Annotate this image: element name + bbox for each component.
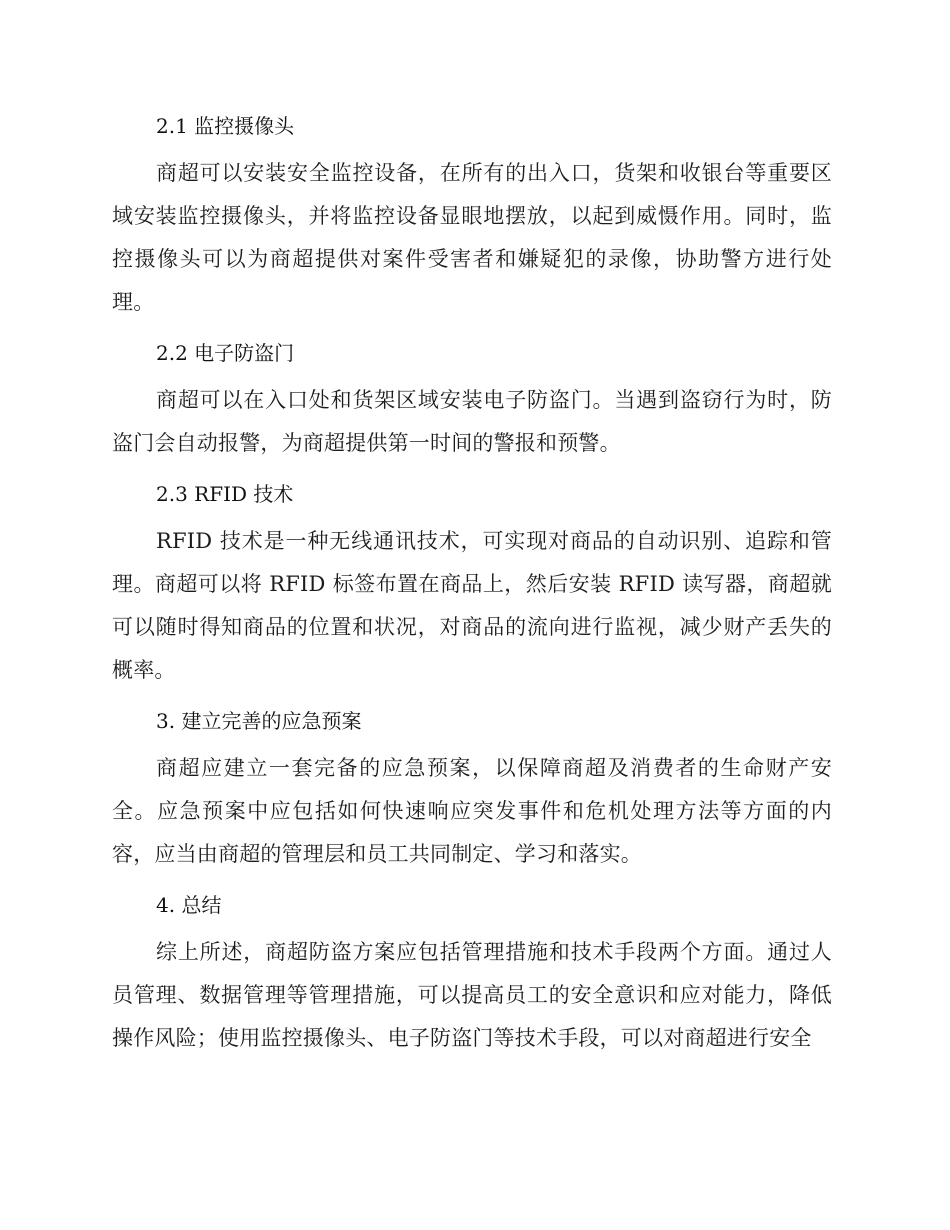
section-paragraph: 商超应建立一套完备的应急预案，以保障商超及消费者的生命财产安全。应急预案中应包括如何快速响应突发事件和危机处理方法等方面的内容，应当由商超的管理层和员工共同制定、学习和落实。 — [112, 756, 832, 866]
section-electronic-gate — [112, 335, 832, 465]
section-paragraph: 综上所述，商超防盗方案应包括管理措施和技术手段两个方面。通过人员管理、数据管理等管理措施，可以提高员工的安全意识和应对能力，降低操作风险；使用监控摄像头、电子防盗门等技术手段，可以对商超进行安全 — [112, 940, 832, 1050]
section-summary — [112, 887, 832, 1060]
section-paragraph: 商超可以安装安全监控设备，在所有的出入口，货架和收银台等重要区域安装监控摄像头，并将监控设备显眼地摆放，以起到威慑作用。同时，监控摄像头可以为商超提供对案件受害者和嫌疑犯的录像，协助警方进行处理。 — [112, 161, 832, 314]
section-heading: 2.1 监控摄像头 — [156, 114, 295, 138]
section-paragraph: 商超可以在入口处和货架区域安装电子防盗门。当遇到盗窃行为时，防盗门会自动报警，为商超提供第一时间的警报和预警。 — [112, 388, 832, 455]
document-page — [112, 108, 832, 1071]
section-rfid — [112, 476, 832, 692]
section-monitoring-cameras — [112, 108, 832, 324]
section-paragraph: RFID 技术是一种无线通讯技术，可实现对商品的自动识别、追踪和管理。商超可以将 RFID 标签布置在商品上，然后安装 RFID 读写器，商超就可以随时得知商品的位置和状况，对商品的流向进行监视，减少财产丢失的概率。 — [112, 529, 832, 682]
section-emergency-plan — [112, 703, 832, 876]
section-heading: 2.2 电子防盗门 — [156, 341, 295, 365]
section-heading: 4. 总结 — [156, 893, 222, 917]
section-heading: 2.3 RFID 技术 — [156, 482, 294, 506]
section-heading: 3. 建立完善的应急预案 — [156, 709, 362, 733]
